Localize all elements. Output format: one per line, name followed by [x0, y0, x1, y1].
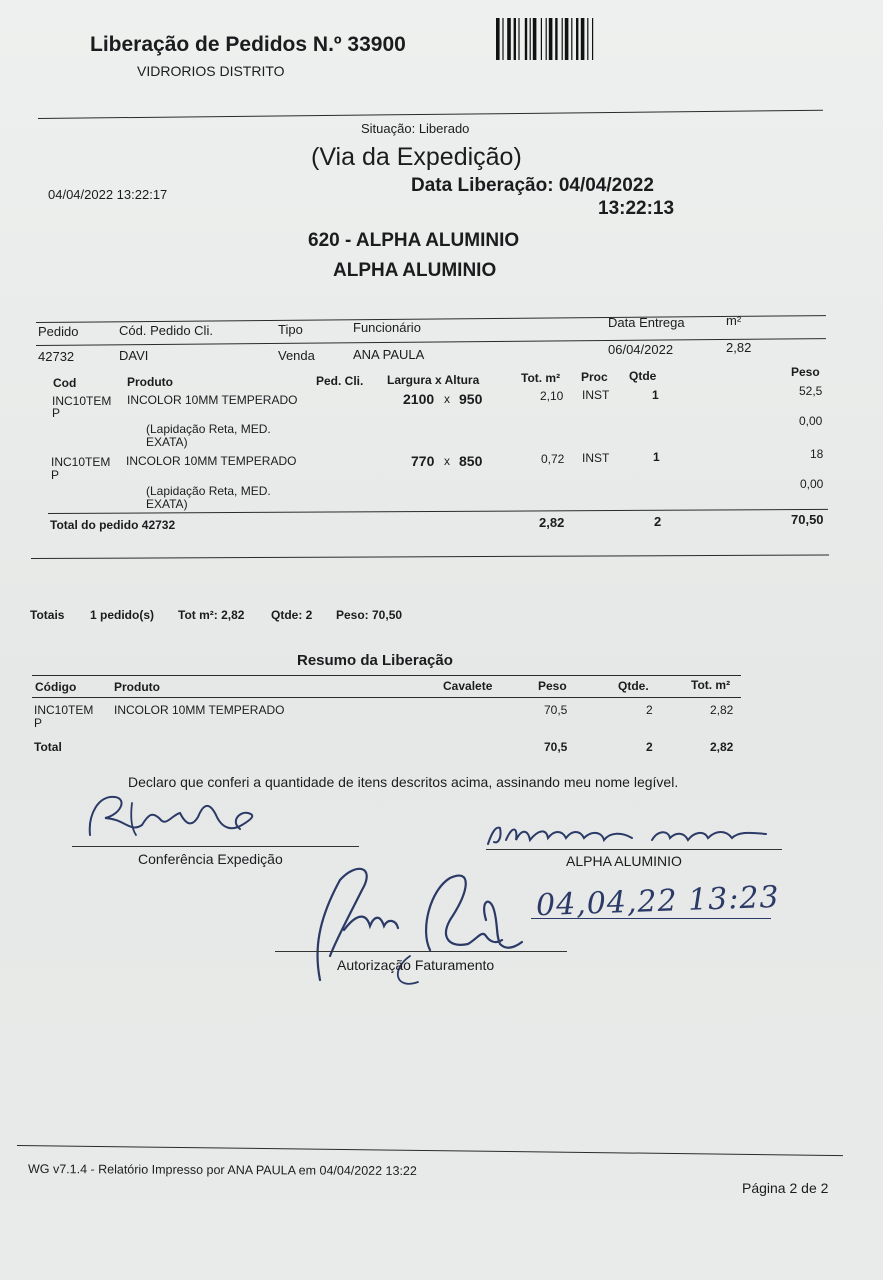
item-1-cod-cont: P — [52, 406, 61, 420]
col-funcionario: Funcionário — [353, 320, 421, 335]
items-col-tot-m2: Tot. m² — [521, 371, 561, 385]
summary-row-produto: INCOLOR 10MM TEMPERADO — [114, 703, 285, 717]
handwritten-date-underline — [531, 918, 771, 919]
order-pedido-value: 42732 — [38, 349, 75, 364]
totals-pedidos: 1 pedido(s) — [90, 608, 155, 622]
items-col-ped-cli: Ped. Cli. — [316, 374, 364, 388]
item-1-tot-m2: 2,10 — [540, 389, 564, 403]
col-pedido: Pedido — [38, 324, 79, 339]
summary-col-tot-m2: Tot. m² — [691, 678, 731, 692]
conferencia-label: Conferência Expedição — [138, 851, 283, 867]
order-total-peso: 70,50 — [791, 512, 824, 527]
item-2-produto: INCOLOR 10MM TEMPERADO — [126, 454, 297, 468]
summary-total-label: Total — [34, 740, 62, 754]
item-2-altura: 850 — [459, 453, 483, 469]
summary-row-codigo: INC10TEM — [34, 703, 94, 717]
summary-col-produto: Produto — [114, 680, 160, 694]
order-section-bottom-line — [31, 555, 829, 559]
declaration-text: Declaro que conferi a quantidade de itens descritos acima, assinando meu nome legível. — [128, 774, 679, 790]
col-cod-pedido-cli: Cód. Pedido Cli. — [119, 323, 213, 338]
item-1-note: (Lapidação Reta, MED. — [146, 422, 271, 436]
footer-report-info: WG v7.1.4 - Relatório Impresso por ANA PAULA em 04/04/2022 13:22 — [27, 1162, 417, 1179]
item-2-peso: 18 — [810, 447, 824, 461]
document-title: Liberação de Pedidos N.º 33900 — [90, 33, 406, 56]
summary-row-tot-m2: 2,82 — [710, 703, 734, 717]
order-total-qtde: 2 — [654, 514, 662, 529]
summary-total-tot-m2: 2,82 — [710, 740, 734, 754]
signature-conferencia — [80, 785, 270, 847]
item-1-peso: 52,5 — [799, 384, 823, 398]
footer-page-number: Página 2 de 2 — [742, 1180, 829, 1196]
item-1-note-cont: EXATA) — [146, 435, 188, 449]
totals-m2: Tot m²: 2,82 — [178, 608, 245, 622]
alpha-label: ALPHA ALUMINIO — [566, 853, 682, 869]
item-2-note-cont: EXATA) — [146, 497, 188, 511]
item-2-cod: INC10TEM — [51, 455, 111, 469]
order-total-m2: 2,82 — [539, 515, 565, 530]
item-2-tot-m2: 0,72 — [541, 452, 565, 466]
col-m2: m² — [726, 313, 742, 328]
printed-timestamp: 04/04/2022 13:22:17 — [48, 187, 168, 202]
items-col-produto: Produto — [127, 375, 173, 389]
company-name: VIDRORIOS DISTRITO — [137, 63, 285, 79]
conferencia-signature-line — [72, 846, 359, 847]
order-table-top-line — [36, 315, 826, 323]
items-col-cod: Cod — [53, 376, 77, 390]
order-funcionario-value: ANA PAULA — [353, 347, 425, 362]
summary-col-cavalete: Cavalete — [443, 679, 493, 693]
col-data-entrega: Data Entrega — [608, 315, 685, 330]
items-col-qtde: Qtde — [629, 369, 657, 383]
item-1-qtde: 1 — [652, 388, 659, 402]
totals-label: Totais — [30, 608, 65, 622]
order-cod-cli-value: DAVI — [119, 348, 149, 363]
summary-col-qtde: Qtde. — [618, 679, 649, 693]
item-1-produto: INCOLOR 10MM TEMPERADO — [127, 393, 298, 407]
alpha-signature-line — [486, 849, 782, 850]
autorizacao-label: Autorização Faturamento — [337, 957, 495, 973]
summary-header-line — [32, 697, 741, 698]
item-2-x: x — [444, 454, 450, 468]
order-m2-value: 2,82 — [726, 340, 752, 355]
item-2-note: (Lapidação Reta, MED. — [146, 484, 271, 498]
summary-col-peso: Peso — [538, 679, 567, 693]
item-1-cod: INC10TEM — [52, 394, 112, 408]
summary-total-peso: 70,5 — [544, 740, 568, 754]
items-col-proc: Proc — [581, 370, 608, 384]
summary-row-qtde: 2 — [646, 703, 653, 717]
release-date: Data Liberação: 04/04/2022 — [411, 175, 654, 196]
item-2-proc: INST — [582, 451, 610, 465]
item-2-largura: 770 — [411, 453, 435, 469]
summary-title: Resumo da Liberação — [297, 652, 453, 669]
summary-col-codigo: Código — [35, 680, 77, 694]
totals-peso: Peso: 70,50 — [336, 608, 403, 622]
item-1-note-peso: 0,00 — [799, 414, 823, 428]
client-code-name: 620 - ALPHA ALUMINIO — [308, 230, 520, 251]
release-time: 13:22:13 — [598, 198, 675, 219]
totals-qtde: Qtde: 2 — [271, 608, 313, 622]
footer-divider — [17, 1145, 843, 1156]
items-col-largura-altura: Largura x Altura — [387, 373, 480, 387]
item-1-x: x — [444, 392, 450, 406]
summary-row-peso: 70,5 — [544, 703, 568, 717]
item-1-altura: 950 — [459, 391, 483, 407]
item-2-note-peso: 0,00 — [800, 477, 824, 491]
summary-row-codigo-cont: P — [34, 716, 43, 730]
order-table-header-line — [36, 338, 826, 346]
item-1-largura: 2100 — [403, 391, 435, 407]
summary-total-qtde: 2 — [646, 740, 653, 754]
summary-top-line — [32, 675, 741, 676]
via-label: (Via da Expedição) — [311, 143, 522, 171]
handwritten-date: 04,04,22 13:23 — [535, 879, 781, 924]
order-data-entrega-value: 06/04/2022 — [608, 342, 674, 357]
item-2-cod-cont: P — [51, 468, 60, 482]
client-name: ALPHA ALUMINIO — [333, 260, 497, 281]
order-tipo-value: Venda — [278, 348, 315, 363]
item-2-qtde: 1 — [653, 450, 660, 464]
item-1-proc: INST — [582, 388, 610, 402]
situation-status: Situação: Liberado — [361, 121, 470, 136]
header-divider — [38, 110, 823, 119]
barcode — [496, 18, 636, 60]
autorizacao-signature-line — [275, 951, 567, 952]
order-total-label: Total do pedido 42732 — [50, 518, 176, 532]
items-col-peso: Peso — [791, 365, 820, 379]
col-tipo: Tipo — [278, 322, 303, 337]
